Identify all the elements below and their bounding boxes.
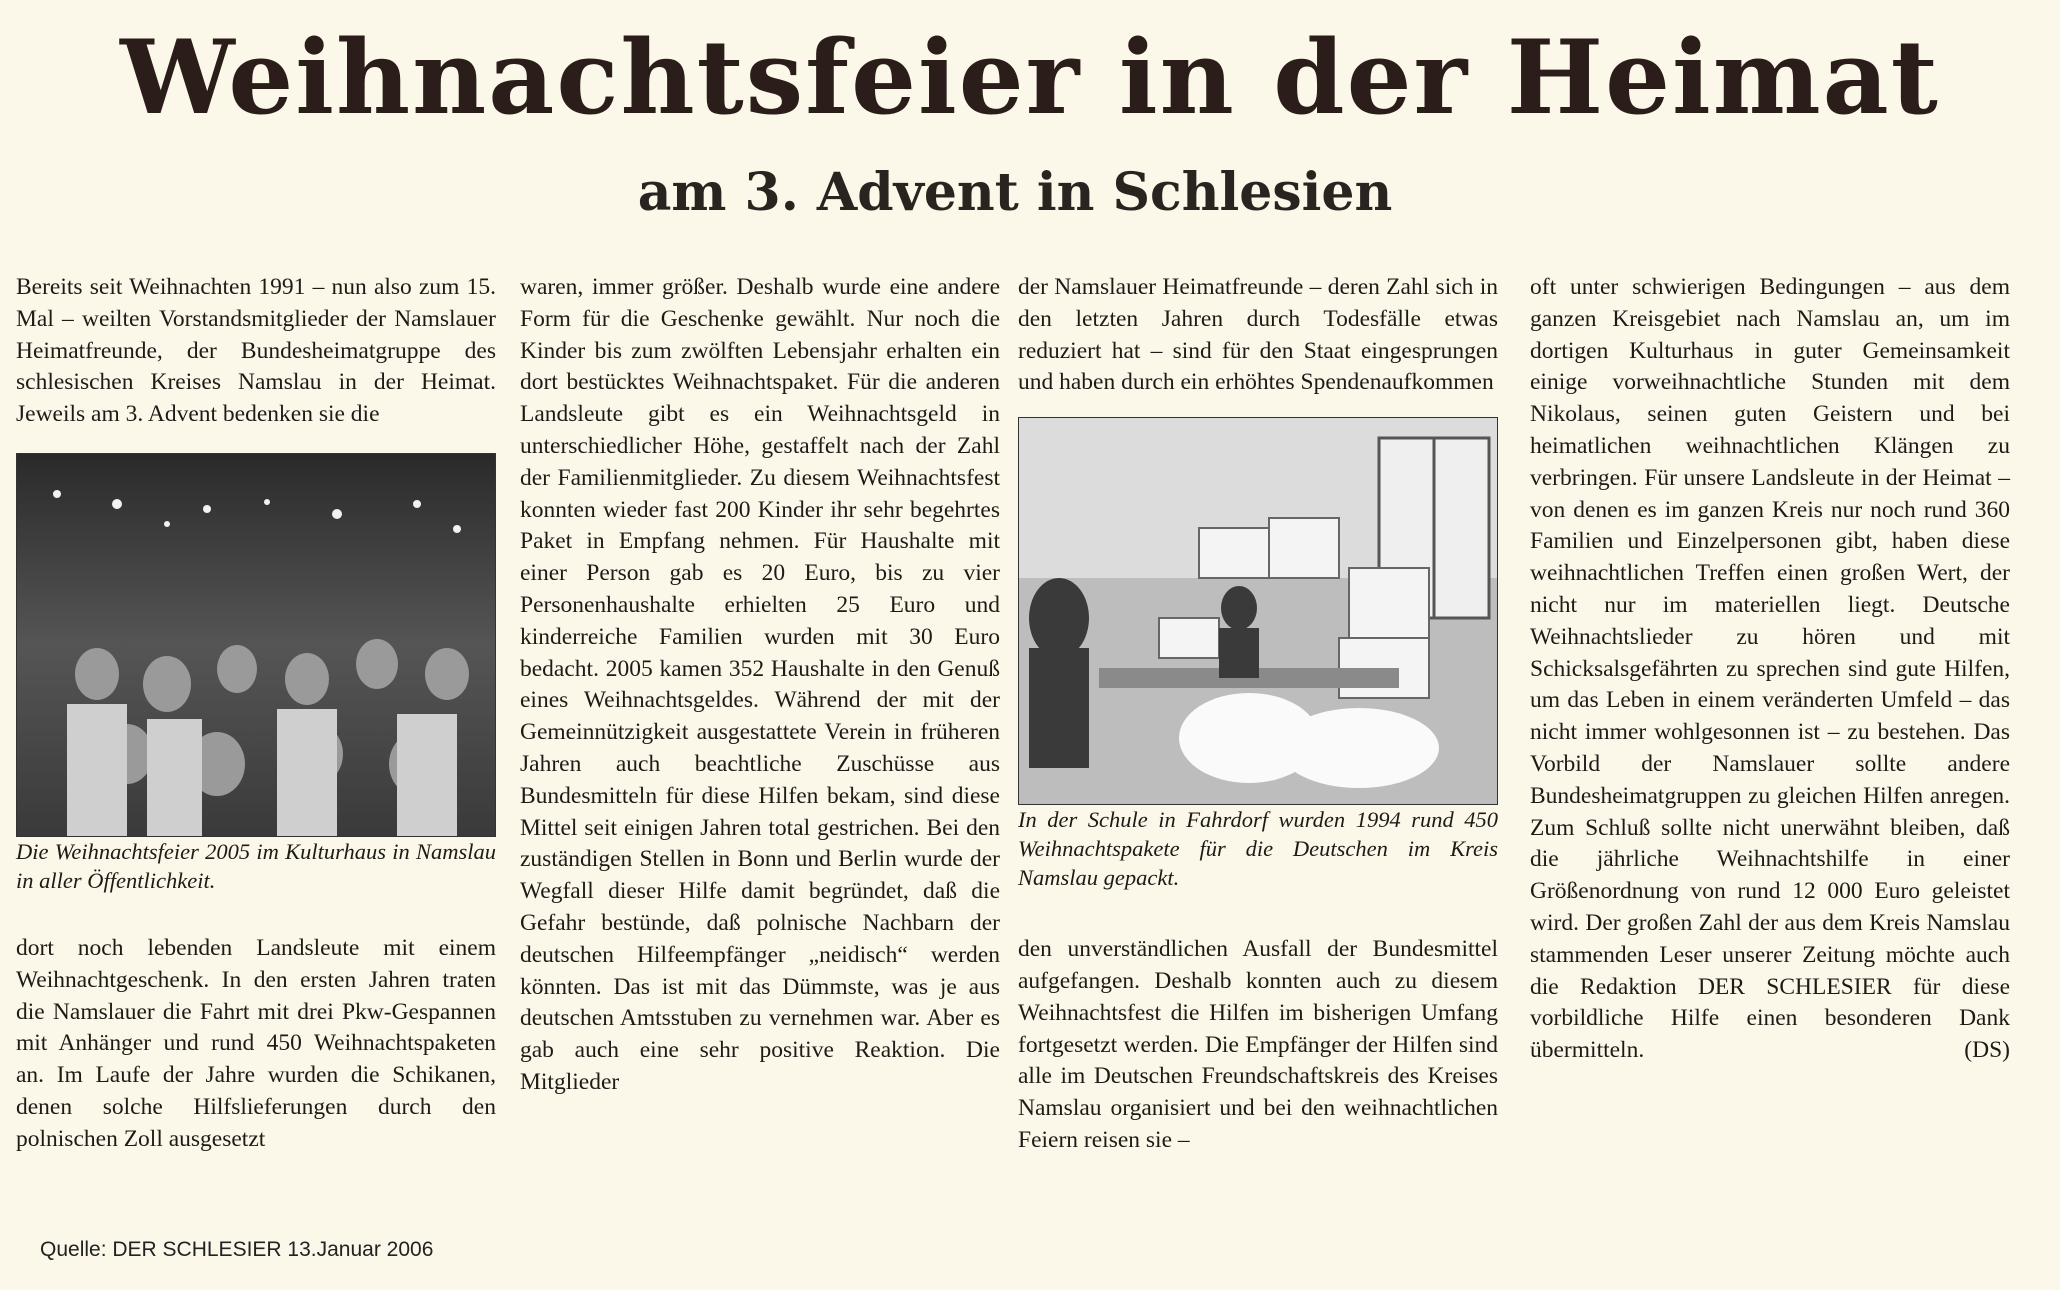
author-signoff: (DS) (1964, 1037, 2010, 1064)
caption-christmas-party: Die Weihnachtsfeier 2005 im Kulturhaus in Namslau in aller Öffentlichkeit. (16, 838, 496, 893)
subheadline: am 3. Advent in Schlesien (637, 162, 1393, 223)
column-3-continued: den unverständlichen Ausfall der Bundesmittel aufgefangen. Deshalb konnten auch zu diesem Weihnachtsfest die Hilfen im bisherigen Umfang fortgesetzt werden. Die Empfänger der Hilfen sind alle im Deutschen Freundschaftskreis des Kreises Namslau organisiert und bei den weihnachtlichen Feiern reisen sie – (1018, 936, 1498, 1153)
column-3-intro: der Namslauer Heimatfreunde – deren Zahl sich in den letzten Jahren durch Todesfälle etwas reduziert hat – sind für den Staat eingesprungen und haben durch ein erhöhtes Spendenaufkommen (1018, 274, 1498, 396)
column-2 (520, 272, 1000, 1099)
column-4-text (1530, 272, 2010, 1067)
headline: Weihnachtsfeier in der Heimat (120, 18, 1940, 138)
photo-school-packing-image (1019, 418, 1497, 804)
column-1-intro: Bereits seit Weihnachten 1991 – nun also zum 15. Mal – weilten Vorstandsmitglieder der Namslauer Heimatfreunde, der Bundesheimatgruppe des schlesischen Kreises Namslau in der Heimat. Jeweils am 3. Advent bedenken sie die (16, 274, 496, 428)
photo-school-packing (1018, 417, 1498, 805)
source-note: Quelle: DER SCHLESIER 13.Januar 2006 (40, 1238, 434, 1261)
photo-christmas-party-image (17, 454, 495, 836)
column-2-text: waren, immer größer. Deshalb wurde eine andere Form für die Geschenke gewählt. Nur noch die Kinder bis zum zwölften Lebensjahr erhalten ein dort bestücktes Weihnachtspaket. Für die anderen Landsleute gibt es ein Weihnachtsgeld in unterschiedlicher Höhe, gestaffelt nach der Zahl der Familienmitglieder. Zu diesem Weihnachtsfest konnten wieder fast 200 Kinder ihr sehr begehrtes Paket in Empfang nehmen. Für Haushalte mit einer Person gab es 20 Euro, bis zu vier Personenhaushalte erhielten 25 Euro und kinderreiche Familien wurden mit 30 Euro bedacht. 2005 kamen 352 Haushalte in den Genuß eines Weihnachtsgeldes. Während der mit der Gemeinnützigkeit ausgestattete Verein in früheren Jahren auch beachtliche Zuschüsse aus Bundesmitteln für diese Hilfen bekam, sind diese Mittel seit einigen Jahren total gestrichen. Bei den zuständigen Stellen in Bonn und Berlin wurde der Wegfall dieser Hilfe damit begründet, daß die Gefahr bestünde, daß polnische Nachbarn der deutschen Hilfeempfänger „neidisch“ werden könnten. Das ist mit das Dümmste, was je aus deutschen Amtsstuben zu vernehmen war. Aber es gab auch eine sehr positive Reaktion. Die Mitglieder (520, 274, 1000, 1095)
column-3 (1018, 272, 1498, 1157)
column-4-body: oft unter schwierigen Bedingungen – aus dem ganzen Kreisgebiet nach Namslau an, um im dortigen Kulturhaus in guter Gemeinsamkeit einige vorweihnachtliche Stunden mit dem Nikolaus, seinen guten Geistern und bei heimatlichen weihnachtlichen Klängen zu verbringen. Für unsere Landsleute in der Heimat – von denen es im ganzen Kreis nur noch rund 360 Familien und Einzelpersonen gibt, haben diese weihnachtlichen Treffen einen großen Wert, der nicht nur im materiellen liegt. Deutsche Weihnachtslieder zu hören und mit Schicksalsgefährten zu sprechen sind gute Hilfen, um das Leben in einem veränderten Umfeld – das nicht immer wohlgesonnen ist – zu bestehen. Das Vorbild der Namslauer sollte andere Bundesheimatgruppen zu gleichen Hilfen anregen. Zum Schluß sollte nicht unerwähnt bleiben, daß die jährliche Weihnachtshilfe in einer Größenordnung von rund 12 000 Euro geleistet wird. Der großen Zahl der aus dem Kreis Namslau stammenden Leser unserer Zeitung möchte auch die Redaktion DER SCHLESIER für diese vorbildliche Hilfe einen besonderen Dank übermitteln. (1530, 274, 2010, 1064)
photo-christmas-party (16, 453, 496, 837)
column-1-continued: dort noch lebenden Landsleute mit einem Weihnachtgeschenk. In den ersten Jahren traten die Namslauer die Fahrt mit drei Pkw-Gespannen mit Anhänger und rund 450 Weihnachtspaketen an. Im Laufe der Jahre wurden die Schikanen, denen solche Hilfslieferungen durch den polnischen Zoll ausgesetzt (16, 934, 496, 1152)
column-4 (1530, 272, 2010, 1067)
column-1 (16, 272, 496, 1156)
caption-school-packing: In der Schule in Fahrdorf wurden 1994 rund 450 Weihnachtspakete für die Deutschen im Kreis Namslau gepackt. (1018, 807, 1498, 891)
